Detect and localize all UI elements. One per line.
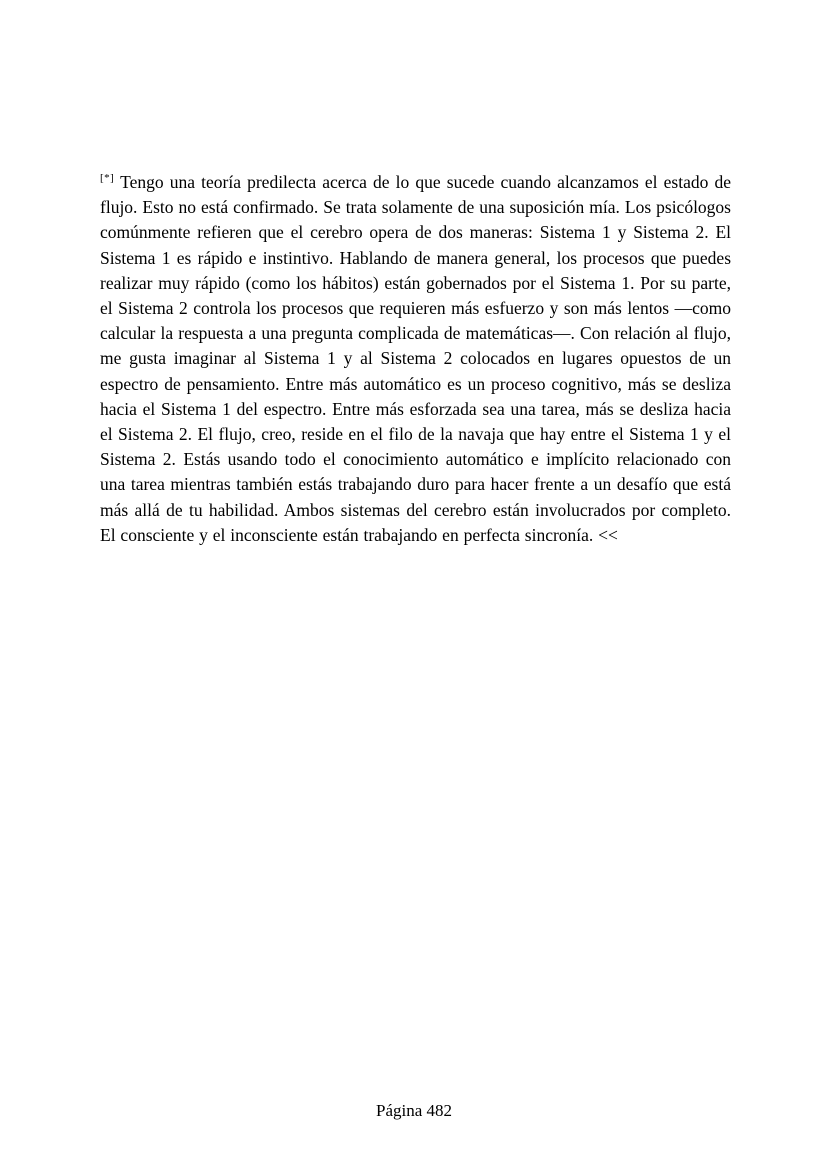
page-content: [100, 170, 731, 548]
page-number: Página 482: [375, 1101, 453, 1120]
footnote-paragraph: [100, 170, 731, 548]
footnote-marker: [*]: [100, 172, 115, 185]
footnote-text: Tengo una teoría predilecta acerca de lo que sucede cuando alcanzamos el estado de flujo. Esto no está confirmado. Se trata solamente de una suposición mía. Los psicólogos comúnmente refieren que el cerebro opera de dos maneras: Sistema 1 y Sistema 2. El Sistema 1 es rápido e instintivo. Hablando de manera general, los procesos que puedes realizar muy rápido (como los hábitos) están gobernados por el Sistema 1. Por su parte, el Sistema 2 controla los procesos que requieren más esfuerzo y son más lentos —como calcular la respuesta a una pregunta complicada de matemáticas—. Con relación al flujo, me gusta imaginar al Sistema 1 y al Sistema 2 colocados en lugares opuestos de un espectro de pensamiento. Entre más automático es un proceso cognitivo, más se desliza hacia el Sistema 1 del espectro. Entre más esforzada sea una tarea, más se desliza hacia el Sistema 2. El flujo, creo, reside en el filo de la navaja que hay entre el Sistema 1 y el Sistema 2. Estás usando todo el conocimiento automático e implícito relacionado con una tarea mientras también estás trabajando duro para hacer frente a un desafío que está más allá de tu habilidad. Ambos sistemas del cerebro están involucrados por completo. El consciente y el inconsciente están trabajando en perfecta sincronía. <<: [100, 172, 731, 545]
